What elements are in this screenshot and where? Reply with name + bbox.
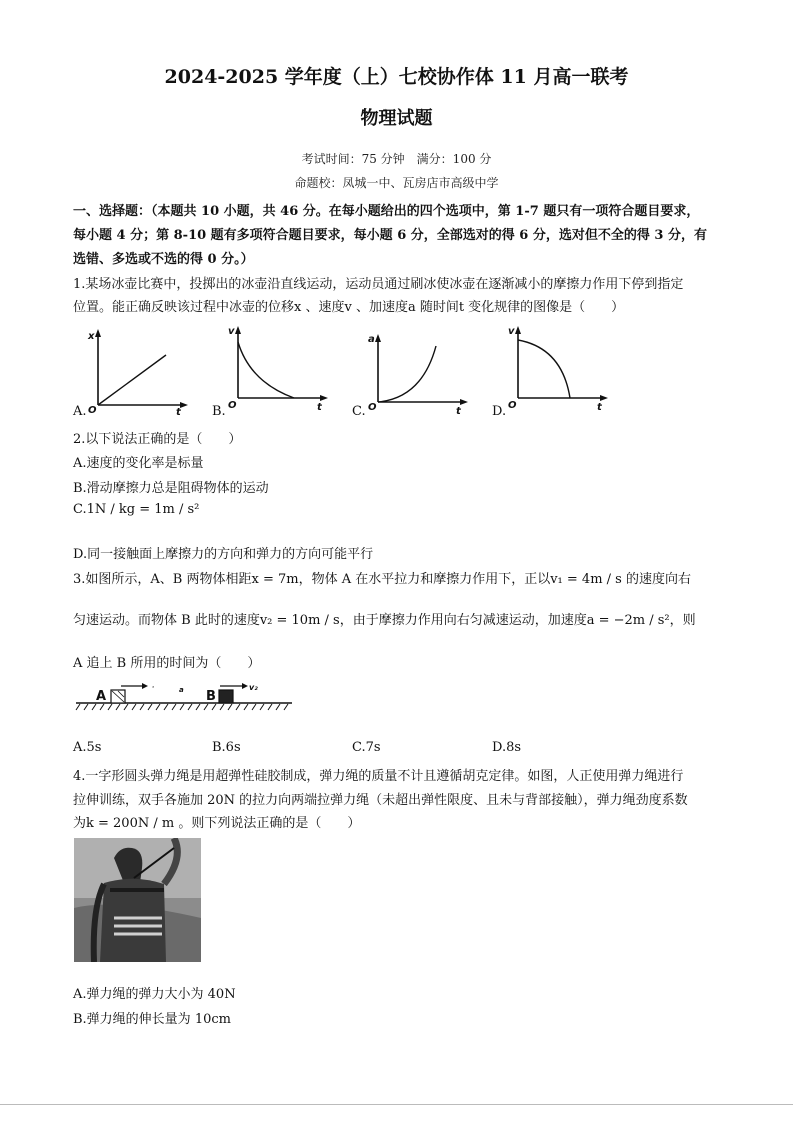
q1-option-d-label: D.: [492, 404, 507, 419]
q1-stem-1: 1.某场冰壶比赛中，投掷出的冰壶沿直线运动，运动员通过刷冰使冰壶在逐渐减小的摩擦力作用下停到指定: [73, 277, 684, 292]
q1-stem-2: 位置。能正确反映该过程中冰壶的位移x 、速度v 、加速度a 随时间t 变化规律的图像是（ ）: [73, 300, 625, 315]
school-info: 命题校：凤城一中、瓦房店市高级中学: [294, 176, 499, 190]
graph-b-origin: O: [228, 400, 237, 411]
q2-option-c: C.1N / kg = 1m / s²: [73, 502, 200, 517]
q3-stem-1: 3.如图所示，A、B 两物体相距x = 7m，物体 A 在水平拉力和摩擦力作用下，正以v₁ = 4m / s 的速度向右: [73, 572, 691, 587]
q1-graph-a: [84, 325, 194, 417]
q1-graph-d: [504, 320, 614, 415]
page-bottom-rule: [0, 1104, 793, 1105]
q3-option-a: A.5s: [73, 740, 102, 755]
q1-graph-c: [364, 328, 474, 418]
graph-d-curve: [518, 340, 570, 398]
y-arrow-icon: [375, 334, 381, 342]
graph-a-ylabel: x: [88, 331, 95, 342]
svg-text:·: ·: [152, 684, 155, 691]
q3-option-b: B.6s: [212, 740, 241, 755]
x-arrow-icon: [460, 399, 468, 405]
graph-d-ylabel: v: [508, 326, 515, 337]
graph-a-xlabel: t: [176, 407, 181, 417]
graph-a-origin: O: [88, 405, 97, 416]
graph-a-curve: [98, 355, 166, 405]
q3-figure: [74, 677, 294, 713]
q4-stem-2: 拉伸训练，双手各施加 20N 的拉力向两端拉弹力绳（未超出弹性限度、且未与背部接触），弹力绳劲度系数: [73, 793, 688, 808]
q4-option-a: A.弹力绳的弹力大小为 40N: [73, 987, 236, 1002]
q3-stem-2: 匀速运动。而物体 B 此时的速度v₂ = 10m / s，由于摩擦力作用向右匀减速运动，加速度a = −2m / s²，则: [73, 613, 696, 628]
x-arrow-icon: [600, 395, 608, 401]
q1-graph-b: [224, 320, 334, 415]
graph-b-curve: [238, 342, 294, 398]
q2-option-b: B.滑动摩擦力总是阻碍物体的运动: [73, 481, 269, 496]
exam-title: 2024-2025 学年度（上）七校协作体 11 月高一联考: [164, 66, 629, 88]
q1-option-c-label: C.: [352, 404, 366, 419]
block-a-label: A: [96, 689, 107, 704]
graph-d-origin: O: [508, 400, 517, 411]
exam-info: 考试时间：75 分钟 满分：100 分: [301, 152, 492, 166]
y-arrow-icon: [95, 329, 101, 337]
section-instructions-1: 一、选择题：（本题共 10 小题，共 46 分。在每小题给出的四个选项中，第 1-7 题只有一项符合题目要求，: [73, 204, 700, 219]
section-instructions-2: 每小题 4 分；第 8-10 题有多项符合题目要求，每小题 6 分，全部选对的得 6 分，选对但不全的得 3 分，有: [73, 228, 707, 243]
section-instructions-3: 选错、多选或不选的得 0 分。）: [73, 252, 254, 267]
q3-option-d: D.8s: [492, 740, 522, 755]
q1-option-a-label: A.: [73, 404, 87, 419]
q2-option-d: D.同一接触面上摩擦力的方向和弹力的方向可能平行: [73, 547, 374, 562]
q4-option-b: B.弹力绳的伸长量为 10cm: [73, 1012, 231, 1027]
graph-d-xlabel: t: [597, 402, 602, 413]
q1-option-b-label: B.: [212, 404, 226, 419]
x-arrow-icon: [180, 402, 188, 408]
graph-c-xlabel: t: [456, 406, 461, 417]
block-b: [219, 690, 233, 703]
q4-photo: [74, 838, 201, 962]
person-photo-illustration: [74, 838, 201, 962]
q2-stem: 2.以下说法正确的是（ ）: [73, 432, 242, 447]
svg-text:a: a: [179, 686, 184, 694]
block-b-label: B: [206, 689, 216, 704]
graph-b-ylabel: v: [228, 326, 235, 337]
x-arrow-icon: [320, 395, 328, 401]
graph-b-xlabel: t: [317, 402, 322, 413]
y-arrow-icon: [515, 326, 521, 334]
q3-stem-3: A 追上 B 所用的时间为（ ）: [73, 656, 261, 671]
q4-stem-3: 为k = 200N / m 。则下列说法正确的是（ ）: [73, 816, 361, 831]
v2-label: v₂: [249, 683, 258, 692]
q2-option-a: A.速度的变化率是标量: [73, 456, 204, 471]
subject-title: 物理试题: [360, 108, 433, 129]
graph-c-curve: [378, 346, 436, 402]
graph-c-ylabel: a: [368, 334, 375, 345]
y-arrow-icon: [235, 326, 241, 334]
q3-option-c: C.7s: [352, 740, 381, 755]
q4-stem-1: 4.一字形圆头弹力绳是用超弹性硅胶制成，弹力绳的质量不计且遵循胡克定律。如图，人正使用弹力绳进行: [73, 769, 684, 784]
graph-c-origin: O: [368, 402, 377, 413]
